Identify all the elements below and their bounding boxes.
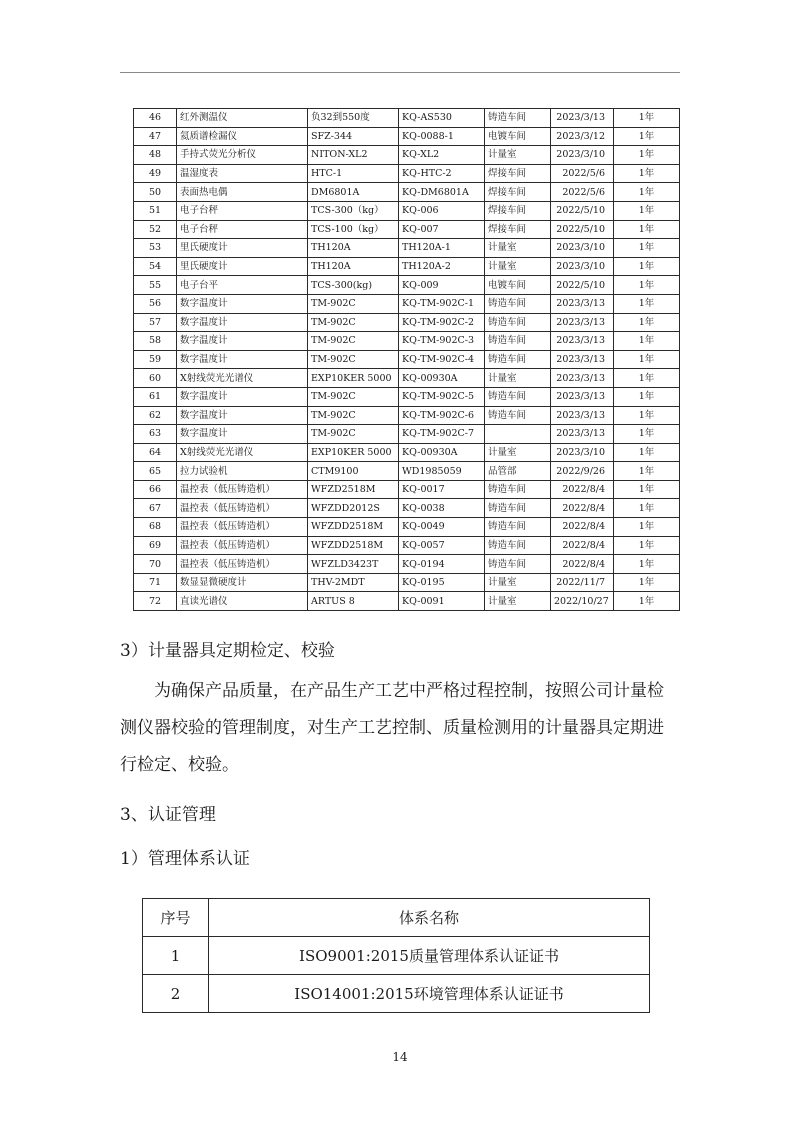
cell-code: KQ-TM-902C-4 (399, 350, 485, 369)
cell-department: 铸造车间 (485, 313, 551, 332)
table-header-row (143, 899, 650, 937)
cell-code: KQ-007 (399, 220, 485, 239)
cell-period: 1年 (614, 127, 680, 146)
row-no: 1 (143, 937, 209, 975)
cell-no: 51 (134, 201, 177, 220)
cell-code: KQ-0057 (399, 536, 485, 555)
cell-period: 1年 (614, 109, 680, 128)
cell-no: 59 (134, 350, 177, 369)
cell-department: 铸造车间 (485, 555, 551, 574)
cell-period: 1年 (614, 480, 680, 499)
cell-period: 1年 (614, 518, 680, 537)
cell-department: 计量室 (485, 257, 551, 276)
cell-date: 2023/3/12 (551, 127, 614, 146)
cell-period: 1年 (614, 350, 680, 369)
header-system-name: 体系名称 (209, 899, 650, 937)
cell-date: 2022/5/10 (551, 276, 614, 295)
cell-department: 铸造车间 (485, 480, 551, 499)
certification-heading: 3、认证管理 (120, 805, 216, 825)
table-row (134, 387, 680, 406)
cell-name: 拉力试验机 (177, 462, 308, 481)
table-row (134, 536, 680, 555)
table-row (134, 573, 680, 592)
cell-spec: TM-902C (308, 425, 399, 444)
table-row (134, 425, 680, 444)
cell-code: TH120A-1 (399, 239, 485, 258)
cell-spec: WFZDD2518M (308, 518, 399, 537)
table-row (134, 332, 680, 351)
cell-name: 里氏硬度计 (177, 257, 308, 276)
cell-period: 1年 (614, 555, 680, 574)
cell-spec: TH120A (308, 239, 399, 258)
cell-no: 64 (134, 443, 177, 462)
cell-no: 52 (134, 220, 177, 239)
calibration-heading: 3）计量器具定期检定、校验 (120, 641, 335, 661)
table-row (134, 443, 680, 462)
cell-spec: ARTUS 8 (308, 592, 399, 611)
cell-spec: TM-902C (308, 332, 399, 351)
cell-period: 1年 (614, 425, 680, 444)
cell-spec: TM-902C (308, 406, 399, 425)
table-row (134, 592, 680, 611)
cell-date: 2023/3/13 (551, 369, 614, 388)
cell-date: 2023/3/13 (551, 332, 614, 351)
cell-date: 2023/3/13 (551, 406, 614, 425)
cell-code: KQ-XL2 (399, 146, 485, 165)
cell-code: KQ-009 (399, 276, 485, 295)
cell-name: 温控表（低压铸造机） (177, 536, 308, 555)
cell-name: 数字温度计 (177, 332, 308, 351)
cell-date: 2023/3/10 (551, 239, 614, 258)
cell-spec: TCS-100（kg） (308, 220, 399, 239)
cell-department: 计量室 (485, 443, 551, 462)
cell-code: KQ-TM-902C-3 (399, 332, 485, 351)
cell-date: 2022/5/6 (551, 164, 614, 183)
cell-name: 温控表（低压铸造机） (177, 518, 308, 537)
cell-date: 2022/8/4 (551, 536, 614, 555)
cell-period: 1年 (614, 183, 680, 202)
table-row (134, 555, 680, 574)
cell-department (485, 425, 551, 444)
cell-name: 数显显微硬度计 (177, 573, 308, 592)
cell-date: 2023/3/13 (551, 109, 614, 128)
cell-department: 铸造车间 (485, 294, 551, 313)
cell-code: KQ-TM-902C-5 (399, 387, 485, 406)
cell-no: 53 (134, 239, 177, 258)
table-row (134, 480, 680, 499)
cell-spec: WFZD2518M (308, 480, 399, 499)
cell-name: 里氏硬度计 (177, 239, 308, 258)
cell-name: 温控表（低压铸造机） (177, 480, 308, 499)
cell-spec: EXP10KER 5000 (308, 443, 399, 462)
cell-department: 铸造车间 (485, 332, 551, 351)
cell-period: 1年 (614, 201, 680, 220)
cell-no: 48 (134, 146, 177, 165)
table-row (134, 313, 680, 332)
cell-department: 焊接车间 (485, 220, 551, 239)
cell-no: 47 (134, 127, 177, 146)
cell-no: 67 (134, 499, 177, 518)
cell-department: 铸造车间 (485, 109, 551, 128)
cell-department: 铸造车间 (485, 406, 551, 425)
cell-spec: 负32到550度 (308, 109, 399, 128)
cell-no: 63 (134, 425, 177, 444)
cell-code: KQ-0091 (399, 592, 485, 611)
table-row (134, 257, 680, 276)
cell-date: 2023/3/13 (551, 350, 614, 369)
cell-spec: CTM9100 (308, 462, 399, 481)
cell-code: KQ-TM-902C-1 (399, 294, 485, 313)
instrument-table-body (134, 109, 680, 611)
certification-subheading: 1）管理体系认证 (120, 849, 250, 869)
cell-department: 计量室 (485, 146, 551, 165)
cell-spec: TM-902C (308, 350, 399, 369)
cell-period: 1年 (614, 220, 680, 239)
cell-period: 1年 (614, 387, 680, 406)
cell-department: 铸造车间 (485, 387, 551, 406)
table-row (143, 975, 650, 1013)
cell-period: 1年 (614, 313, 680, 332)
cell-period: 1年 (614, 462, 680, 481)
table-row (143, 937, 650, 975)
table-row (134, 146, 680, 165)
table-row (134, 406, 680, 425)
cell-department: 电镀车间 (485, 276, 551, 295)
cell-department: 品管部 (485, 462, 551, 481)
cell-code: KQ-0017 (399, 480, 485, 499)
cell-code: WD1985059 (399, 462, 485, 481)
cell-code: KQ-006 (399, 201, 485, 220)
cell-spec: TM-902C (308, 294, 399, 313)
table-row (134, 462, 680, 481)
cell-name: 氦质谱检漏仪 (177, 127, 308, 146)
cell-name: 表面热电偶 (177, 183, 308, 202)
cell-name: 温湿度表 (177, 164, 308, 183)
row-no: 2 (143, 975, 209, 1013)
cell-spec: TH120A (308, 257, 399, 276)
cell-date: 2022/8/4 (551, 518, 614, 537)
cell-name: X射线荧光光谱仪 (177, 369, 308, 388)
cell-no: 60 (134, 369, 177, 388)
cell-spec: TCS-300（kg） (308, 201, 399, 220)
cell-no: 62 (134, 406, 177, 425)
cell-name: 电子台平 (177, 276, 308, 295)
header-no: 序号 (143, 899, 209, 937)
cell-name: 手持式荧光分析仪 (177, 146, 308, 165)
table-row (134, 294, 680, 313)
cell-period: 1年 (614, 499, 680, 518)
cell-period: 1年 (614, 332, 680, 351)
cell-no: 55 (134, 276, 177, 295)
cell-date: 2023/3/13 (551, 313, 614, 332)
cell-department: 焊接车间 (485, 164, 551, 183)
cell-name: X射线荧光光谱仪 (177, 443, 308, 462)
row-system-name: ISO14001:2015环境管理体系认证证书 (209, 975, 650, 1013)
cell-spec: DM6801A (308, 183, 399, 202)
cell-period: 1年 (614, 573, 680, 592)
cell-date: 2022/9/26 (551, 462, 614, 481)
cell-period: 1年 (614, 443, 680, 462)
cell-period: 1年 (614, 592, 680, 611)
table-row (134, 127, 680, 146)
cell-code: KQ-TM-902C-6 (399, 406, 485, 425)
cell-date: 2023/3/10 (551, 257, 614, 276)
cell-no: 68 (134, 518, 177, 537)
cell-code: KQ-TM-902C-7 (399, 425, 485, 444)
cell-date: 2022/5/6 (551, 183, 614, 202)
table-row (134, 276, 680, 295)
cell-no: 65 (134, 462, 177, 481)
cell-code: KQ-00930A (399, 369, 485, 388)
header-rule (120, 72, 680, 73)
page-number: 14 (392, 1050, 408, 1064)
cell-period: 1年 (614, 276, 680, 295)
cell-date: 2023/3/13 (551, 294, 614, 313)
cell-department: 电镀车间 (485, 127, 551, 146)
cell-name: 电子台秤 (177, 201, 308, 220)
cell-date: 2022/11/7 (551, 573, 614, 592)
row-system-name: ISO9001:2015质量管理体系认证证书 (209, 937, 650, 975)
cell-date: 2023/3/13 (551, 387, 614, 406)
cell-code: KQ-AS530 (399, 109, 485, 128)
cell-date: 2022/8/4 (551, 555, 614, 574)
cell-code: KQ-0195 (399, 573, 485, 592)
cell-no: 69 (134, 536, 177, 555)
cell-period: 1年 (614, 369, 680, 388)
cell-code: KQ-TM-902C-2 (399, 313, 485, 332)
cell-name: 数字温度计 (177, 425, 308, 444)
cell-name: 温控表（低压铸造机） (177, 555, 308, 574)
table-row (134, 518, 680, 537)
cell-period: 1年 (614, 536, 680, 555)
cell-department: 计量室 (485, 573, 551, 592)
cell-date: 2022/10/27 (551, 592, 614, 611)
cell-date: 2022/8/4 (551, 499, 614, 518)
cell-period: 1年 (614, 257, 680, 276)
table-row (134, 183, 680, 202)
cell-spec: TM-902C (308, 313, 399, 332)
cell-spec: TCS-300(kg) (308, 276, 399, 295)
cell-spec: HTC-1 (308, 164, 399, 183)
cell-code: KQ-0038 (399, 499, 485, 518)
table-row (134, 109, 680, 128)
cell-code: TH120A-2 (399, 257, 485, 276)
table-row (134, 201, 680, 220)
cell-no: 50 (134, 183, 177, 202)
cell-spec: SFZ-344 (308, 127, 399, 146)
cell-name: 数字温度计 (177, 350, 308, 369)
cell-date: 2022/5/10 (551, 201, 614, 220)
cell-date: 2023/3/10 (551, 443, 614, 462)
cell-name: 数字温度计 (177, 406, 308, 425)
cell-name: 温控表（低压铸造机） (177, 499, 308, 518)
cell-department: 铸造车间 (485, 518, 551, 537)
cell-code: KQ-DM6801A (399, 183, 485, 202)
cell-no: 72 (134, 592, 177, 611)
cell-code: KQ-HTC-2 (399, 164, 485, 183)
cell-code: KQ-0088-1 (399, 127, 485, 146)
cell-period: 1年 (614, 164, 680, 183)
cell-no: 71 (134, 573, 177, 592)
instrument-table (133, 108, 680, 611)
cell-no: 46 (134, 109, 177, 128)
table-row (134, 350, 680, 369)
table-row (134, 220, 680, 239)
cell-spec: THV-2MDT (308, 573, 399, 592)
cell-spec: EXP10KER 5000 (308, 369, 399, 388)
cell-date: 2023/3/13 (551, 425, 614, 444)
cell-date: 2023/3/10 (551, 146, 614, 165)
cell-spec: WFZLD3423T (308, 555, 399, 574)
cell-no: 54 (134, 257, 177, 276)
cell-no: 61 (134, 387, 177, 406)
cell-department: 计量室 (485, 592, 551, 611)
cell-department: 铸造车间 (485, 350, 551, 369)
table-row (134, 369, 680, 388)
system-table (142, 898, 650, 1013)
cell-period: 1年 (614, 146, 680, 165)
cell-no: 70 (134, 555, 177, 574)
calibration-body: 为确保产品质量，在产品生产工艺中严格过程控制，按照公司计量检测仪器校验的管理制度，对生产工艺控制、质量检测用的计量器具定期进行检定、校验。 (120, 681, 664, 775)
cell-date: 2022/8/4 (551, 480, 614, 499)
cell-period: 1年 (614, 406, 680, 425)
cell-no: 57 (134, 313, 177, 332)
cell-name: 电子台秤 (177, 220, 308, 239)
cell-no: 66 (134, 480, 177, 499)
cell-spec: NITON-XL2 (308, 146, 399, 165)
cell-code: KQ-0049 (399, 518, 485, 537)
cell-no: 58 (134, 332, 177, 351)
cell-department: 铸造车间 (485, 499, 551, 518)
table-row (134, 239, 680, 258)
cell-department: 计量室 (485, 369, 551, 388)
cell-department: 铸造车间 (485, 536, 551, 555)
cell-spec: WFZDD2518M (308, 536, 399, 555)
cell-no: 49 (134, 164, 177, 183)
cell-department: 焊接车间 (485, 183, 551, 202)
cell-department: 计量室 (485, 239, 551, 258)
cell-spec: WFZDD2012S (308, 499, 399, 518)
cell-name: 数字温度计 (177, 313, 308, 332)
cell-name: 数字温度计 (177, 294, 308, 313)
cell-code: KQ-0194 (399, 555, 485, 574)
cell-department: 焊接车间 (485, 201, 551, 220)
cell-no: 56 (134, 294, 177, 313)
cell-period: 1年 (614, 294, 680, 313)
cell-code: KQ-00930A (399, 443, 485, 462)
table-row (134, 499, 680, 518)
cell-name: 直读光谱仪 (177, 592, 308, 611)
cell-name: 红外测温仪 (177, 109, 308, 128)
cell-period: 1年 (614, 239, 680, 258)
cell-spec: TM-902C (308, 387, 399, 406)
cell-name: 数字温度计 (177, 387, 308, 406)
cell-date: 2022/5/10 (551, 220, 614, 239)
table-row (134, 164, 680, 183)
